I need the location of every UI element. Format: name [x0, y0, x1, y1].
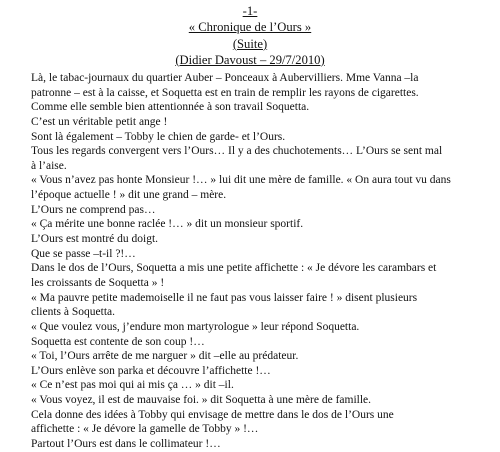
- text-line: « Vous n’avez pas honte Monsieur !… » lui dit une mère de famille. « On aura tout vu dans: [31, 174, 451, 187]
- text-line: « Ma pauvre petite mademoiselle il ne faut pas vous laisser faire ! » disent plusieurs: [31, 291, 418, 304]
- text-line: « Vous voyez, il est de mauvaise foi. » dit Soquetta à une mère de famille.: [31, 394, 372, 407]
- document-subtitle: (Suite): [232, 36, 268, 51]
- text-line: Tous les regards convergent vers l’Ours… Il y a des chuchotements… L’Ours se sent mal: [31, 145, 443, 158]
- text-line: Là, le tabac-journaux du quartier Auber – Ponceaux à Aubervilliers. Mme Vanna –la: [31, 72, 419, 84]
- text-line: « Toi, l’Ours arrête de me narguer » dit –elle au prédateur.: [31, 350, 299, 363]
- text-line: L’Ours est montré du doigt.: [31, 233, 159, 246]
- story-body: [31, 71, 496, 452]
- text-line: « Ça mérite une bonne raclée !… » dit un monsieur sportif.: [31, 218, 304, 231]
- text-line: « Ce n’est pas moi qui ai mis ça … » dit –il.: [31, 379, 234, 392]
- page-number: -1-: [242, 4, 258, 18]
- text-line: « Que voulez vous, j’endure mon martyrologue » leur répond Soquetta.: [31, 320, 360, 333]
- text-line: les croissants de Soquetta » !: [31, 276, 165, 289]
- text-line: Que se passe –t-il ?!…: [31, 247, 136, 260]
- text-line: l’époque actuelle ! » dit une grand – mère.: [31, 189, 227, 202]
- text-line: clients à Soquetta.: [31, 306, 115, 319]
- text-line: Sont là également – Tobby le chien de garde- et l’Ours.: [31, 130, 286, 143]
- text-line: patronne – est à la caisse, et Soquetta est en train de remplir les rayons de cigarettes.: [31, 86, 419, 99]
- text-line: L’Ours ne comprend pas…: [31, 203, 156, 216]
- text-line: affichette : « Je dévore la gamelle de Tobby » !…: [31, 423, 259, 436]
- text-line: C’est un véritable petit ange !: [31, 115, 168, 128]
- text-line: Dans le dos de l’Ours, Soquetta a mis une petite affichette : « Je dévore les carambars et: [31, 262, 437, 275]
- text-line: à l’aise.: [31, 159, 67, 172]
- text-line: Cela donne des idées à Tobby qui envisage de mettre dans le dos de l’Ours une: [31, 408, 394, 421]
- text-line: Partout l’Ours est dans le collimateur !…: [31, 438, 221, 451]
- document-header: [0, 3, 500, 68]
- document-title: « Chronique de l’Ours »: [188, 20, 312, 35]
- text-line: Comme elle semble bien attentionnée à son travail Soquetta.: [31, 101, 310, 114]
- text-line: L’Ours enlève son parka et découvre l’affichette !…: [31, 364, 271, 377]
- author-date: (Didier Davoust – 29/7/2010): [175, 52, 325, 67]
- text-line: Soquetta est contente de son coup !…: [31, 335, 205, 348]
